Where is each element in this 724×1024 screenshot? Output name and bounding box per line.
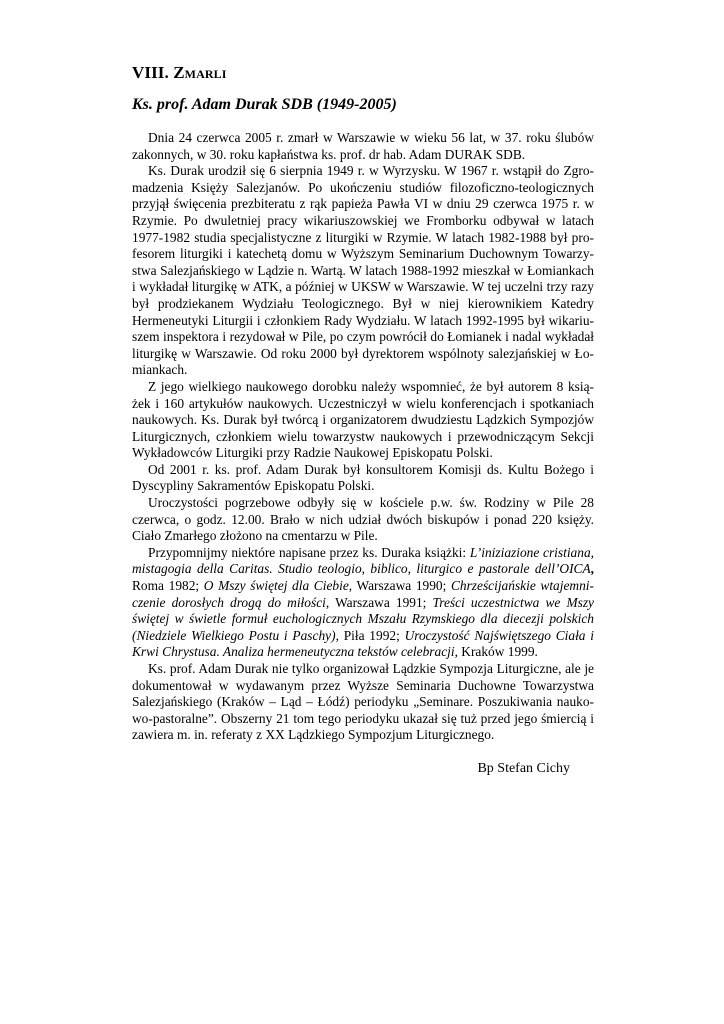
text-run: , Kraków 1999.: [454, 644, 538, 660]
paragraph: [132, 661, 594, 744]
text-run: , Warszawa 1990;: [348, 578, 451, 594]
text-run: Dnia 24 czerwca 2005 r. zmarł w Warszawie w wieku 56 lat, w 37. roku ślubów zakonnych, w 30. roku kapłaństwa ks. prof. dr hab. Adam DURAK SDB.: [132, 130, 594, 162]
book-title: O Mszy świętej dla Ciebie: [203, 578, 349, 594]
article-body: [132, 130, 594, 744]
paragraph: [132, 495, 594, 545]
text-run: Roma 1982;: [132, 578, 204, 594]
text-run: , Piła 1992;: [335, 627, 405, 643]
book-title: Treści uczestnictwa we Mszy świętej w świetle formuł euchologicznych Mszału Rzymskiego dla diecezji polskich (Niedziele Wielkiego Postu i Paschy): [132, 594, 594, 643]
text-run: Z jego wielkiego naukowego dorobku należy wspomnieć, że był autorem 8 książek i 160 artykułów naukowych. Uczestniczył w wielu konferencjach i spotkaniach naukowych. Ks. Durak był twórcą i organizatorem dwudziestu Lądzkich Sympozjów Liturgicznych, członkiem wielu towarzystw naukowych i przewodniczącym Sekcji Wykładowców Liturgiki przy Radzie Naukowej Episkopatu Polski.: [132, 378, 594, 461]
section-title: VIII. Zmarli: [132, 63, 227, 82]
paragraph: [132, 130, 594, 163]
paragraph: [132, 163, 594, 379]
book-title: Chrześcijańskie wtajemniczenie dorosłych drogą do miłości: [132, 578, 594, 610]
page: [132, 62, 594, 778]
signature: Bp Stefan Cichy: [477, 760, 570, 776]
text-run: Ks. prof. Adam Durak nie tylko organizował Lądzkie Sympozja Liturgiczne, ale je dokumentował w wydawanym przez Wyższe Seminaria Duchowne Towarzystwa Salezjańskiego (Kraków – Ląd – Łódź) periodyku „Seminare. Poszukiwania naukowo-pastoralne”. Obszerny 21 tom tego periodyku ukazał się tuż przed jego śmiercią i zawiera m. in. referaty z XX Lądzkiego Sympozjum Liturgicznego.: [132, 661, 594, 743]
text-run: Przypomnijmy niektóre napisane przez ks. Duraka książki:: [148, 544, 470, 560]
text-run: Uroczystości pogrzebowe odbyły się w kościele p.w. św. Rodziny w Pile 28 czerwca, o godz. 12.00. Brało w nich udział dwóch biskupów i ponad 220 księży. Ciało Zmarłego złożono na cmentarzu w Pile.: [132, 495, 594, 544]
paragraph: [132, 462, 594, 495]
article-title: Ks. prof. Adam Durak SDB (1949-2005): [132, 96, 397, 113]
text-run: , Warszawa 1991;: [325, 594, 433, 610]
book-title: L’iniziazione cristiana, mistagogia della Caritas. Studio teologio, biblico, liturgico e pastorale dell’OICA: [132, 544, 594, 577]
book-title: Uroczystość Najświętszego Ciała i Krwi Chrystusa. Analiza hermeneutyczna tekstów celebracji: [132, 627, 595, 660]
text-run: ,: [590, 561, 594, 577]
paragraph: [132, 379, 594, 462]
text-run: Od 2001 r. ks. prof. Adam Durak był konsultorem Komisji ds. Kultu Bożego i Dyscypliny Sakramentów Episkopatu Polski.: [132, 461, 594, 494]
text-run: Ks. Durak urodził się 6 sierpnia 1949 r. w Wyrzysku. W 1967 r. wstąpił do Zgromadzenia Księży Salezjanów. Po ukończeniu studiów filozoficzno-teologicznych przyjął święcenia prezbiteratu z rąk papieża Pawła VI w dniu 29 czerwca 1975 r. w Rzymie. Po dwuletniej pracy wikariuszowskiej we Fromborku odbywał w latach 1977-1982 studia specjalistyczne z liturgiki w Rzymie. W latach 1982-1988 był profesorem liturgiki i katechetą domu w Wyższym Seminarium Duchownym Towarzystwa Salezjańskiego w Lądzie n. Wartą. W latach 1988-1992 mieszkał w Łomiankach i wykładał liturgikę w ATK, a później w UKSW w Warszawie. W tej uczelni trzy razy był prodziekanem Wydziału Teologicznego. Był w niej kierownikiem Katedry Hermeneutyki Liturgii i członkiem Rady Wydziału. W latach 1992-1995 był wikariuszem inspektora i rezydował w Pile, po czym powrócił do Łomianek i nadal wykładał liturgikę w Warszawie. Od roku 2000 był dyrektorem wspólnoty salezjańskiej w Łomiankach.: [132, 163, 594, 378]
paragraph: [132, 545, 594, 661]
